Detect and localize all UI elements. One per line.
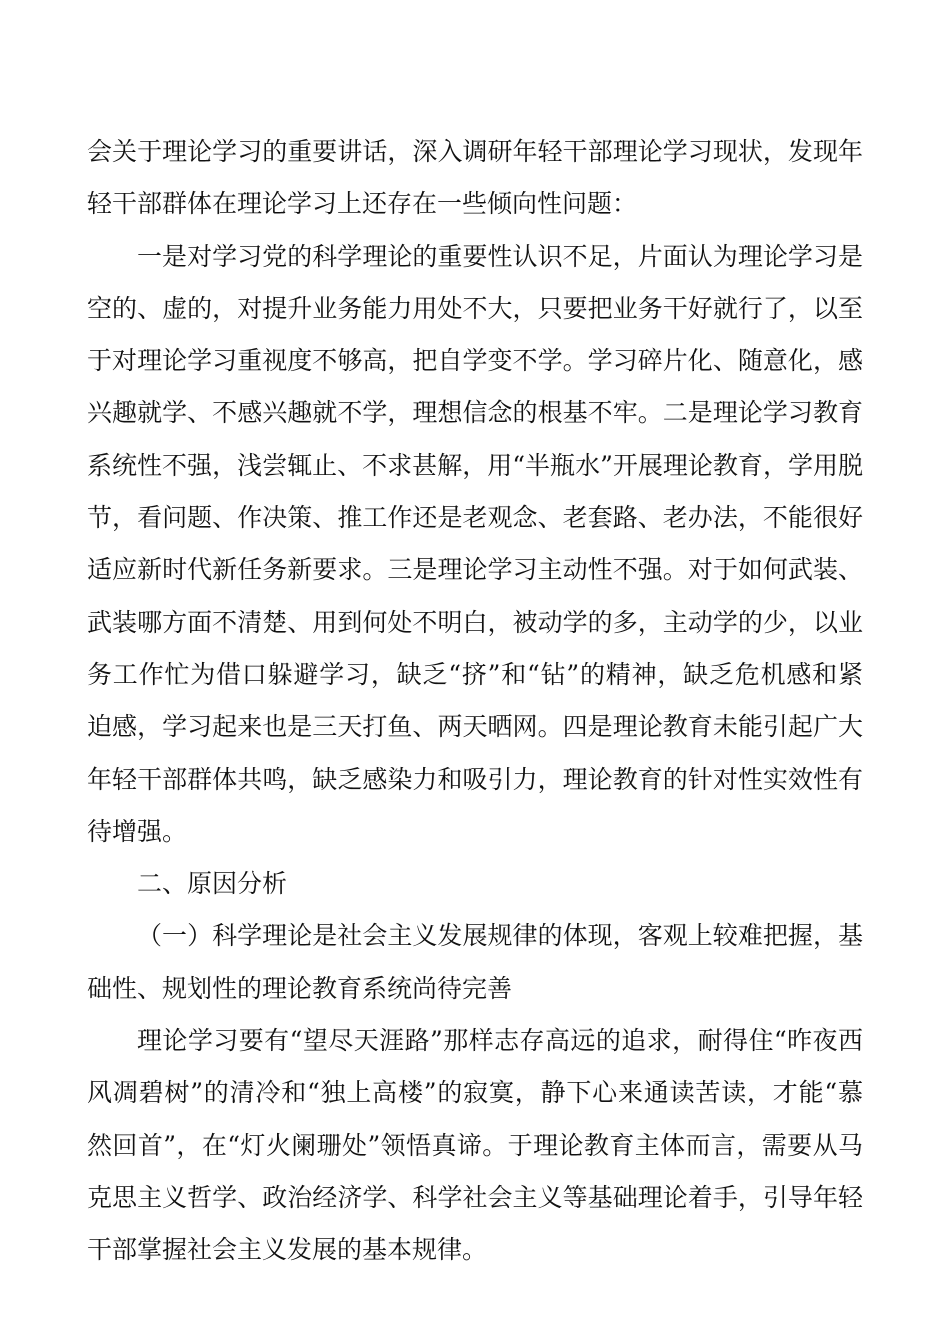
paragraph-problems: 一是对学习党的科学理论的重要性认识不足，片面认为理论学习是空的、虚的，对提升业务能力用处不大，只要把业务干好就行了，以至于对理论学习重视度不够高，把自学变不学。学习碎片化、随意化，感兴趣就学、不感兴趣就不学，理想信念的根基不牢。二是理论学习教育系统性不强，浅尝辄止、不求甚解，用“半瓶水”开展理论教育，学用脱节，看问题、作决策、推工作还是老观念、老套路、老办法，不能很好适应新时代新任务新要求。三是理论学习主动性不强。对于如何武装、武装哪方面不清楚、用到何处不明白，被动学的多，主动学的少，以业务工作忙为借口躲避学习，缺乏“挤”和“钻”的精神，缺乏危机感和紧迫感，学习起来也是三天打鱼、两天晒网。四是理论教育未能引起广大年轻干部群体共鸣，缺乏感染力和吸引力，理论教育的针对性实效性有待增强。 bbox=[87, 241, 863, 846]
paragraph-continuation: 会关于理论学习的重要讲话，深入调研年轻干部理论学习现状，发现年轻干部群体在理论学习上还存在一些倾向性问题： bbox=[87, 137, 863, 219]
document-body bbox=[87, 126, 863, 1277]
section-heading-cause-analysis: 二、原因分析 bbox=[137, 869, 288, 899]
subsection-heading-1: （一）科学理论是社会主义发展规律的体现，客观上较难把握，基础性、规划性的理论教育系统尚待完善 bbox=[87, 921, 863, 1003]
paragraph-theory-learning: 理论学习要有“望尽天涯路”那样志存高远的追求，耐得住“昨夜西风凋碧树”的清冷和“独上高楼”的寂寞，静下心来通读苦读，才能“慕然回首”，在“灯火阑珊处”领悟真谛。于理论教育主体而言，需要从马克思主义哲学、政治经济学、科学社会主义等基础理论着手，引导年轻干部掌握社会主义发展的基本规律。 bbox=[87, 1026, 863, 1265]
